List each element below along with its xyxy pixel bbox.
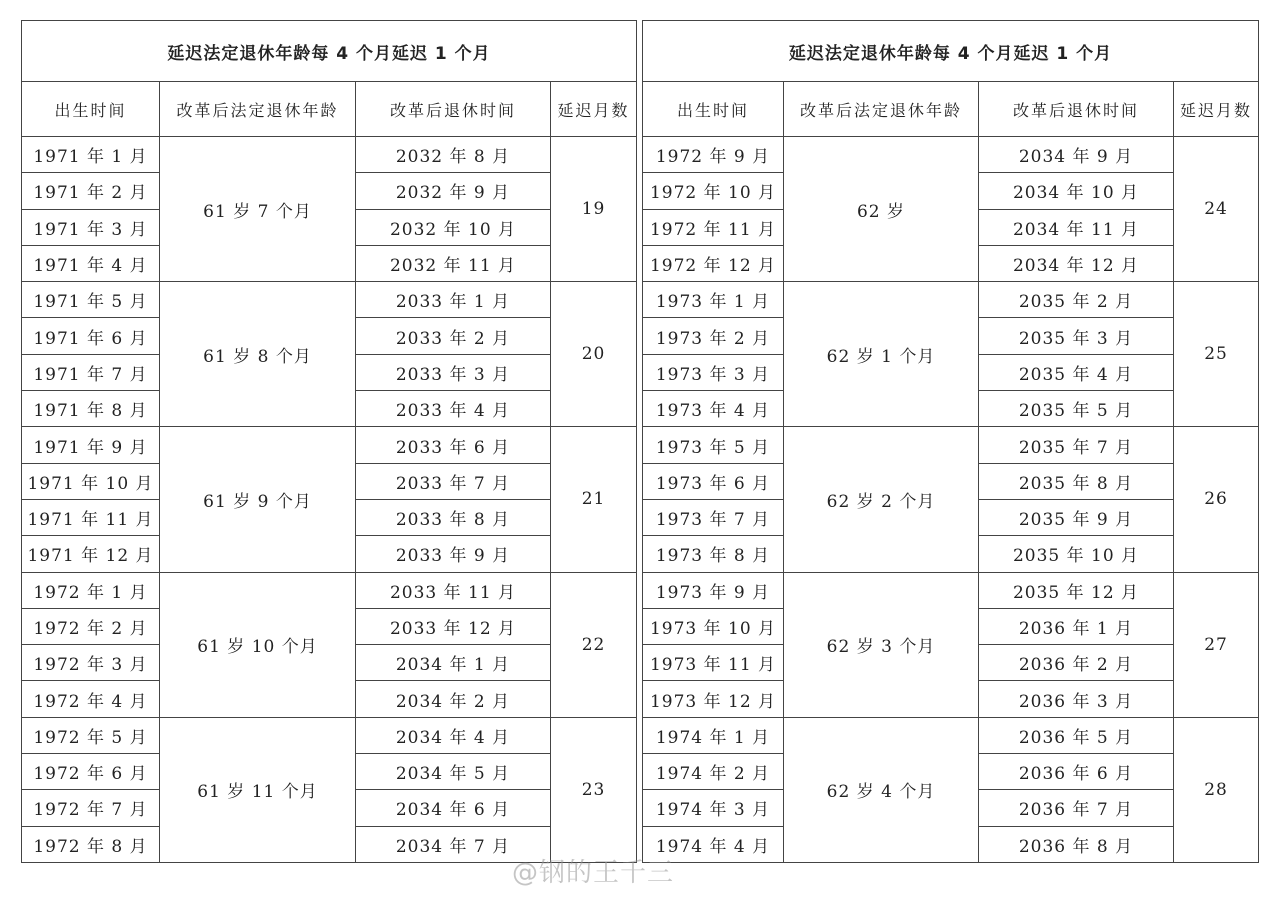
table-header-row [643,82,1259,137]
retirement-age-cell: 62 岁 1 个月 [784,282,979,427]
retirement-age-cell: 62 岁 2 个月 [784,427,979,572]
birth-date-cell: 1973 年 5 月 [643,427,784,463]
birth-date-cell: 1971 年 7 月 [22,354,160,390]
birth-date-cell: 1971 年 8 月 [22,391,160,427]
retirement-date-cell: 2035 年 4 月 [979,354,1174,390]
retirement-date-cell: 2035 年 3 月 [979,318,1174,354]
retirement-date-cell: 2033 年 12 月 [356,608,551,644]
retirement-date-cell: 2033 年 6 月 [356,427,551,463]
retirement-date-cell: 2032 年 8 月 [356,137,551,173]
birth-date-cell: 1971 年 6 月 [22,318,160,354]
table-title-row [22,21,637,82]
birth-date-cell: 1973 年 4 月 [643,391,784,427]
delay-months-cell: 27 [1174,572,1259,717]
watermark: @钢的王千三 [512,858,675,888]
table-row [643,717,1259,753]
retirement-table-left [21,20,637,863]
birth-date-cell: 1973 年 11 月 [643,645,784,681]
retirement-date-cell: 2033 年 11 月 [356,572,551,608]
birth-date-cell: 1972 年 2 月 [22,608,160,644]
birth-date-cell: 1972 年 6 月 [22,754,160,790]
retirement-date-cell: 2034 年 9 月 [979,137,1174,173]
birth-date-cell: 1973 年 12 月 [643,681,784,717]
retirement-age-cell: 61 岁 9 个月 [160,427,356,572]
birth-date-cell: 1973 年 6 月 [643,463,784,499]
table-row [643,427,1259,463]
retirement-age-cell: 62 岁 [784,137,979,282]
retirement-age-cell: 61 岁 10 个月 [160,572,356,717]
retirement-date-cell: 2034 年 11 月 [979,209,1174,245]
delay-months-cell: 19 [551,137,637,282]
birth-date-cell: 1971 年 1 月 [22,137,160,173]
table-row [22,427,637,463]
retirement-age-cell: 62 岁 4 个月 [784,717,979,862]
birth-date-cell: 1973 年 3 月 [643,354,784,390]
retirement-date-cell: 2034 年 1 月 [356,645,551,681]
birth-date-cell: 1972 年 1 月 [22,572,160,608]
header-birth-time: 出生时间 [643,82,784,137]
delay-months-cell: 22 [551,572,637,717]
header-retirement-time: 改革后退休时间 [356,82,551,137]
birth-date-cell: 1972 年 12 月 [643,245,784,281]
birth-date-cell: 1971 年 12 月 [22,536,160,572]
table-title-row [643,21,1259,82]
delay-months-cell: 25 [1174,282,1259,427]
retirement-date-cell: 2034 年 4 月 [356,717,551,753]
retirement-date-cell: 2034 年 5 月 [356,754,551,790]
header-retirement-age: 改革后法定退休年龄 [160,82,356,137]
table-row [643,282,1259,318]
header-retirement-time: 改革后退休时间 [979,82,1174,137]
table-row [22,137,637,173]
retirement-date-cell: 2034 年 10 月 [979,173,1174,209]
birth-date-cell: 1973 年 1 月 [643,282,784,318]
retirement-date-cell: 2034 年 2 月 [356,681,551,717]
birth-date-cell: 1971 年 3 月 [22,209,160,245]
retirement-date-cell: 2033 年 4 月 [356,391,551,427]
retirement-date-cell: 2035 年 7 月 [979,427,1174,463]
retirement-date-cell: 2035 年 10 月 [979,536,1174,572]
retirement-date-cell: 2036 年 6 月 [979,754,1174,790]
retirement-date-cell: 2034 年 12 月 [979,245,1174,281]
retirement-date-cell: 2033 年 9 月 [356,536,551,572]
birth-date-cell: 1971 年 10 月 [22,463,160,499]
birth-date-cell: 1971 年 5 月 [22,282,160,318]
birth-date-cell: 1973 年 2 月 [643,318,784,354]
birth-date-cell: 1972 年 7 月 [22,790,160,826]
birth-date-cell: 1972 年 3 月 [22,645,160,681]
retirement-date-cell: 2035 年 9 月 [979,499,1174,535]
retirement-table-right [642,20,1259,863]
birth-date-cell: 1973 年 7 月 [643,499,784,535]
retirement-date-cell: 2033 年 1 月 [356,282,551,318]
retirement-date-cell: 2032 年 10 月 [356,209,551,245]
retirement-date-cell: 2036 年 1 月 [979,608,1174,644]
retirement-date-cell: 2035 年 12 月 [979,572,1174,608]
retirement-age-cell: 61 岁 11 个月 [160,717,356,862]
table-row [643,137,1259,173]
birth-date-cell: 1972 年 11 月 [643,209,784,245]
table-row [22,572,637,608]
header-delay-months: 延迟月数 [1174,82,1259,137]
birth-date-cell: 1973 年 9 月 [643,572,784,608]
birth-date-cell: 1971 年 2 月 [22,173,160,209]
retirement-date-cell: 2033 年 2 月 [356,318,551,354]
table-title: 延迟法定退休年龄每 4 个月延迟 1 个月 [643,21,1259,82]
birth-date-cell: 1974 年 4 月 [643,826,784,862]
retirement-date-cell: 2033 年 8 月 [356,499,551,535]
birth-date-cell: 1973 年 8 月 [643,536,784,572]
birth-date-cell: 1974 年 3 月 [643,790,784,826]
birth-date-cell: 1971 年 9 月 [22,427,160,463]
table-row [22,282,637,318]
birth-date-cell: 1971 年 4 月 [22,245,160,281]
table-title: 延迟法定退休年龄每 4 个月延迟 1 个月 [22,21,637,82]
retirement-date-cell: 2033 年 3 月 [356,354,551,390]
retirement-date-cell: 2036 年 8 月 [979,826,1174,862]
birth-date-cell: 1972 年 4 月 [22,681,160,717]
delay-months-cell: 24 [1174,137,1259,282]
birth-date-cell: 1973 年 10 月 [643,608,784,644]
birth-date-cell: 1972 年 9 月 [643,137,784,173]
retirement-date-cell: 2036 年 7 月 [979,790,1174,826]
birth-date-cell: 1974 年 2 月 [643,754,784,790]
retirement-date-cell: 2035 年 8 月 [979,463,1174,499]
birth-date-cell: 1971 年 11 月 [22,499,160,535]
retirement-age-cell: 61 岁 8 个月 [160,282,356,427]
delay-months-cell: 26 [1174,427,1259,572]
header-birth-time: 出生时间 [22,82,160,137]
table-header-row [22,82,637,137]
retirement-date-cell: 2032 年 9 月 [356,173,551,209]
birth-date-cell: 1974 年 1 月 [643,717,784,753]
retirement-date-cell: 2035 年 2 月 [979,282,1174,318]
retirement-date-cell: 2032 年 11 月 [356,245,551,281]
retirement-date-cell: 2034 年 7 月 [356,826,551,862]
table-row [22,717,637,753]
birth-date-cell: 1972 年 8 月 [22,826,160,862]
birth-date-cell: 1972 年 5 月 [22,717,160,753]
retirement-date-cell: 2033 年 7 月 [356,463,551,499]
delay-months-cell: 28 [1174,717,1259,862]
retirement-age-cell: 61 岁 7 个月 [160,137,356,282]
header-retirement-age: 改革后法定退休年龄 [784,82,979,137]
table-row [643,572,1259,608]
header-delay-months: 延迟月数 [551,82,637,137]
delay-months-cell: 20 [551,282,637,427]
retirement-age-cell: 62 岁 3 个月 [784,572,979,717]
retirement-date-cell: 2035 年 5 月 [979,391,1174,427]
delay-months-cell: 23 [551,717,637,862]
retirement-date-cell: 2034 年 6 月 [356,790,551,826]
delay-months-cell: 21 [551,427,637,572]
retirement-date-cell: 2036 年 2 月 [979,645,1174,681]
birth-date-cell: 1972 年 10 月 [643,173,784,209]
retirement-date-cell: 2036 年 5 月 [979,717,1174,753]
retirement-date-cell: 2036 年 3 月 [979,681,1174,717]
